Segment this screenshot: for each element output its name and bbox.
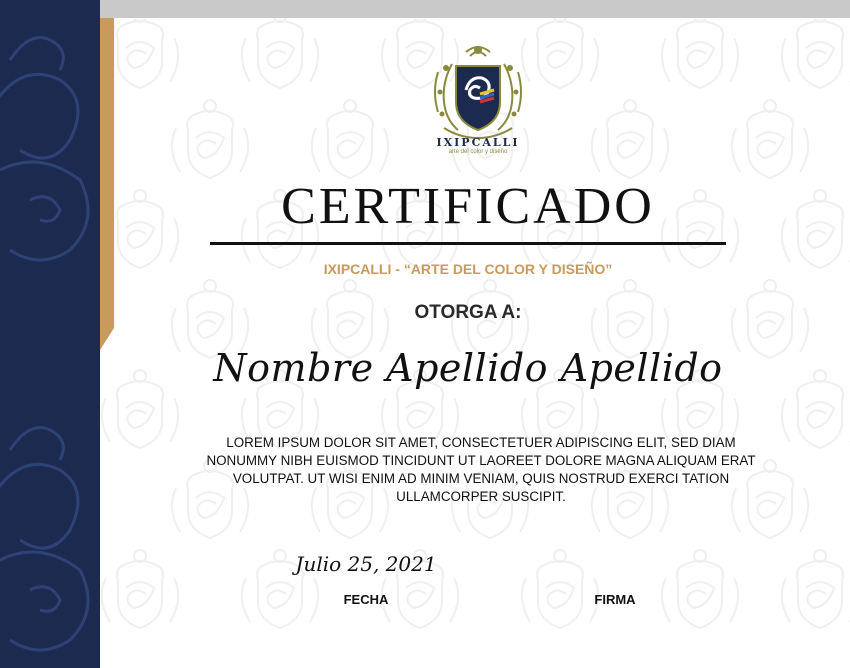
- brand-name: IXIPCALLI: [436, 136, 520, 149]
- certificate-body-text: LOREM IPSUM DOLOR SIT AMET, CONSECTETUER ADIPISCING ELIT, SED DIAM NONUMMY NIBH EUISMOD TINCIDUNT UT LAOREET DOLORE MAGNA ALIQUAM ERAT VOLUTPAT. UT WISI ENIM AD MINIM VENIAM, QUIS NOSTRUD EXERCI TATION ULLAMCORPER SUSCIPIT.: [206, 435, 756, 504]
- date-label: FECHA: [343, 592, 389, 607]
- side-ornament: [0, 0, 100, 668]
- top-bar: [100, 0, 850, 18]
- issuer-subtitle: IXIPCALLI - “ARTE DEL COLOR Y DISEÑO”: [323, 261, 613, 277]
- title-underline: [210, 242, 726, 245]
- signature-label: FIRMA: [594, 592, 636, 607]
- side-band: [0, 0, 100, 668]
- gold-strip: [100, 18, 114, 350]
- certificate-title: CERTIFICADO: [281, 178, 655, 235]
- grant-label: OTORGA A:: [414, 302, 522, 323]
- recipient-name: Nombre Apellido Apellido: [213, 346, 723, 390]
- brand-tagline: arte del color y diseño: [448, 149, 508, 155]
- date-value: Julio 25, 2021: [295, 552, 437, 576]
